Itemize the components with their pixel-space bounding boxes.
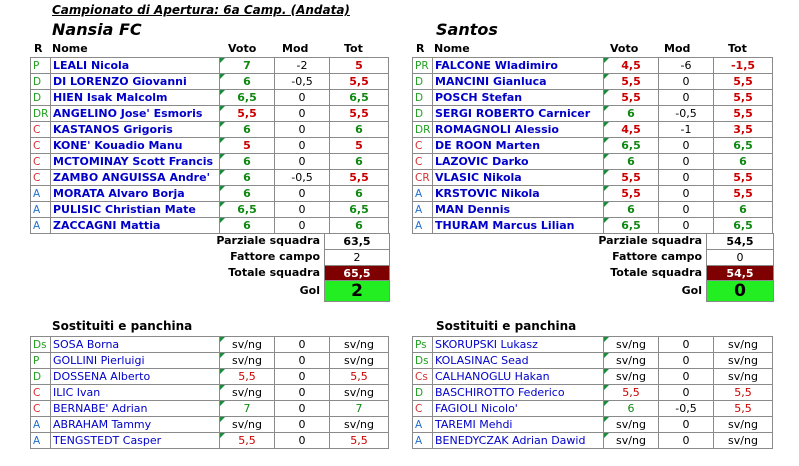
player-name: BENEDYCZAK Adrian Dawid	[433, 433, 604, 449]
player-role: C	[31, 385, 51, 401]
player-role: Ds	[31, 337, 51, 353]
starter-row	[31, 138, 389, 154]
player-voto: 6,5	[604, 218, 659, 234]
bench-row	[413, 417, 773, 433]
player-name: MCTOMINAY Scott Francis	[51, 154, 220, 170]
player-role: DR	[413, 122, 433, 138]
player-role: D	[413, 385, 433, 401]
player-role: D	[413, 106, 433, 122]
player-name: ABRAHAM Tammy	[51, 417, 220, 433]
starter-row	[413, 58, 773, 74]
player-role: C	[31, 401, 51, 417]
player-mod: -1	[659, 122, 714, 138]
totale-value-home: 65,5	[324, 265, 390, 282]
col-role-header: R	[34, 42, 43, 55]
player-voto: 4,5	[604, 58, 659, 74]
player-tot: 6	[714, 154, 773, 170]
player-voto: 4,5	[604, 122, 659, 138]
starter-row	[31, 58, 389, 74]
player-mod: 0	[659, 74, 714, 90]
player-role: C	[31, 138, 51, 154]
bench-row	[413, 401, 773, 417]
player-tot: sv/ng	[330, 337, 389, 353]
fattore-value-home: 2	[324, 249, 390, 266]
player-voto: 6	[220, 74, 275, 90]
player-role: C	[413, 401, 433, 417]
player-voto: sv/ng	[220, 417, 275, 433]
player-role: A	[413, 202, 433, 218]
player-name: DI LORENZO Giovanni	[51, 74, 220, 90]
player-name: FAGIOLI Nicolo'	[433, 401, 604, 417]
page-title: Campionato di Apertura: 6a Camp. (Andata)	[52, 3, 350, 17]
col-tot-header: Tot	[344, 42, 363, 55]
player-name: VLASIC Nikola	[433, 170, 604, 186]
player-tot: sv/ng	[330, 353, 389, 369]
player-role: D	[31, 369, 51, 385]
player-name: KASTANOS Grigoris	[51, 122, 220, 138]
starter-row	[413, 106, 773, 122]
col-mod-header: Mod	[282, 42, 309, 55]
player-voto: sv/ng	[604, 369, 659, 385]
player-mod: 0	[275, 218, 330, 234]
starters-table-away	[412, 57, 773, 234]
fattore-label-away: Fattore campo	[612, 250, 702, 263]
player-role: D	[31, 90, 51, 106]
player-tot: sv/ng	[330, 417, 389, 433]
player-voto: 7	[220, 401, 275, 417]
player-name: POSCH Stefan	[433, 90, 604, 106]
player-mod: 0	[275, 385, 330, 401]
player-tot: sv/ng	[714, 353, 773, 369]
player-voto: 6	[604, 106, 659, 122]
player-mod: 0	[659, 417, 714, 433]
player-name: PULISIC Christian Mate	[51, 202, 220, 218]
player-role: A	[31, 433, 51, 449]
player-role: P	[31, 353, 51, 369]
player-name: SOSA Borna	[51, 337, 220, 353]
column-header-home	[30, 42, 390, 56]
player-voto: 6,5	[220, 202, 275, 218]
player-name: MORATA Alvaro Borja	[51, 186, 220, 202]
player-voto: 6	[220, 186, 275, 202]
player-tot: sv/ng	[330, 385, 389, 401]
player-mod: -0,5	[659, 106, 714, 122]
player-role: A	[413, 433, 433, 449]
player-role: Ds	[413, 353, 433, 369]
player-role: P	[31, 58, 51, 74]
player-voto: 5	[220, 138, 275, 154]
player-mod: 0	[659, 218, 714, 234]
player-voto: 6	[604, 154, 659, 170]
player-mod: 0	[275, 337, 330, 353]
player-tot: sv/ng	[714, 433, 773, 449]
player-name: KRSTOVIC Nikola	[433, 186, 604, 202]
player-voto: sv/ng	[604, 433, 659, 449]
bench-row	[31, 337, 389, 353]
player-role: PR	[413, 58, 433, 74]
player-tot: 5	[330, 138, 389, 154]
player-role: A	[31, 186, 51, 202]
player-voto: sv/ng	[604, 337, 659, 353]
player-name: KONE' Kouadio Manu	[51, 138, 220, 154]
player-tot: sv/ng	[714, 417, 773, 433]
totale-label-home: Totale squadra	[228, 266, 320, 279]
player-voto: 5,5	[220, 433, 275, 449]
player-tot: 5,5	[330, 170, 389, 186]
gol-label-home: Gol	[299, 284, 320, 297]
player-name: SKORUPSKI Lukasz	[433, 337, 604, 353]
starter-row	[31, 186, 389, 202]
player-mod: 0	[659, 138, 714, 154]
player-tot: 5,5	[714, 90, 773, 106]
gol-value-away: 0	[706, 280, 774, 302]
starter-row	[413, 122, 773, 138]
player-voto: sv/ng	[604, 417, 659, 433]
starter-row	[413, 138, 773, 154]
starter-row	[413, 170, 773, 186]
player-mod: 0	[659, 385, 714, 401]
player-mod: 0	[659, 202, 714, 218]
player-tot: 6,5	[330, 202, 389, 218]
player-role: A	[413, 218, 433, 234]
player-mod: -0,5	[275, 74, 330, 90]
player-role: A	[31, 417, 51, 433]
player-mod: 0	[659, 154, 714, 170]
player-name: LAZOVIC Darko	[433, 154, 604, 170]
player-voto: 5,5	[604, 385, 659, 401]
player-tot: 5	[330, 58, 389, 74]
player-mod: 0	[275, 401, 330, 417]
player-mod: 0	[275, 202, 330, 218]
starter-row	[31, 122, 389, 138]
starter-row	[413, 218, 773, 234]
player-voto: 6	[604, 202, 659, 218]
player-tot: 6	[330, 154, 389, 170]
starter-row	[31, 170, 389, 186]
starter-row	[31, 90, 389, 106]
player-tot: 3,5	[714, 122, 773, 138]
player-voto: sv/ng	[220, 385, 275, 401]
player-voto: 5,5	[220, 369, 275, 385]
col-mod-header: Mod	[664, 42, 691, 55]
player-voto: 6,5	[604, 138, 659, 154]
player-tot: 6,5	[330, 90, 389, 106]
starter-row	[31, 202, 389, 218]
starter-row	[31, 74, 389, 90]
player-mod: 0	[275, 417, 330, 433]
player-name: TAREMI Mehdi	[433, 417, 604, 433]
player-voto: 6	[220, 154, 275, 170]
bench-row	[413, 385, 773, 401]
col-voto-header: Voto	[610, 42, 639, 55]
starter-row	[413, 154, 773, 170]
team-name-away: Santos	[436, 20, 498, 39]
player-voto: 5,5	[604, 74, 659, 90]
player-name: SERGI ROBERTO Carnicer	[433, 106, 604, 122]
player-tot: 5,5	[714, 74, 773, 90]
starter-row	[31, 154, 389, 170]
bench-row	[31, 433, 389, 449]
col-name-header: Nome	[52, 42, 88, 55]
starter-row	[413, 202, 773, 218]
player-name: ANGELINO Jose' Esmoris	[51, 106, 220, 122]
player-role: D	[31, 74, 51, 90]
player-name: TENGSTEDT Casper	[51, 433, 220, 449]
starter-row	[413, 74, 773, 90]
player-name: DOSSENA Alberto	[51, 369, 220, 385]
bench-row	[413, 337, 773, 353]
starter-row	[413, 186, 773, 202]
parziale-value-home: 63,5	[324, 233, 390, 250]
bench-table-home	[30, 336, 389, 449]
player-role: C	[413, 154, 433, 170]
player-name: LEALI Nicola	[51, 58, 220, 74]
player-tot: 6,5	[714, 138, 773, 154]
player-mod: 0	[275, 433, 330, 449]
starter-row	[413, 90, 773, 106]
player-name: THURAM Marcus Lilian	[433, 218, 604, 234]
player-voto: sv/ng	[220, 353, 275, 369]
player-voto: 5,5	[604, 186, 659, 202]
starters-table-home	[30, 57, 389, 234]
player-name: ZACCAGNI Mattia	[51, 218, 220, 234]
col-voto-header: Voto	[228, 42, 257, 55]
player-mod: -2	[275, 58, 330, 74]
player-mod: 0	[275, 369, 330, 385]
player-tot: 6	[330, 218, 389, 234]
player-tot: -1,5	[714, 58, 773, 74]
player-mod: 0	[275, 122, 330, 138]
player-mod: 0	[275, 353, 330, 369]
player-name: BERNABE' Adrian	[51, 401, 220, 417]
col-role-header: R	[416, 42, 425, 55]
player-tot: 5,5	[714, 106, 773, 122]
col-name-header: Nome	[434, 42, 470, 55]
bench-row	[31, 385, 389, 401]
player-role: A	[413, 186, 433, 202]
player-name: ROMAGNOLI Alessio	[433, 122, 604, 138]
player-tot: 6	[330, 186, 389, 202]
player-name: BASCHIROTTO Federico	[433, 385, 604, 401]
bench-table-away	[412, 336, 773, 449]
player-role: A	[413, 417, 433, 433]
player-tot: sv/ng	[714, 369, 773, 385]
player-role: Ps	[413, 337, 433, 353]
player-name: MAN Dennis	[433, 202, 604, 218]
player-tot: 5,5	[714, 170, 773, 186]
team-name-home: Nansia FC	[52, 20, 142, 39]
player-mod: 0	[275, 154, 330, 170]
player-mod: 0	[275, 90, 330, 106]
column-header-away	[412, 42, 772, 56]
parziale-label-home: Parziale squadra	[216, 234, 320, 247]
player-role: CR	[413, 170, 433, 186]
player-mod: 0	[275, 138, 330, 154]
gol-value-home: 2	[324, 280, 390, 302]
player-voto: 5,5	[604, 170, 659, 186]
player-role: A	[31, 202, 51, 218]
player-voto: 5,5	[220, 106, 275, 122]
player-mod: 0	[659, 353, 714, 369]
col-tot-header: Tot	[728, 42, 747, 55]
bench-row	[31, 369, 389, 385]
player-role: A	[31, 218, 51, 234]
player-role: D	[413, 74, 433, 90]
player-mod: 0	[659, 369, 714, 385]
player-tot: 5,5	[330, 106, 389, 122]
player-role: Cs	[413, 369, 433, 385]
parziale-value-away: 54,5	[706, 233, 774, 250]
player-mod: 0	[659, 186, 714, 202]
player-mod: -0,5	[659, 401, 714, 417]
player-mod: 0	[659, 170, 714, 186]
player-role: C	[413, 138, 433, 154]
player-voto: 6,5	[220, 90, 275, 106]
player-name: ILIC Ivan	[51, 385, 220, 401]
bench-row	[413, 369, 773, 385]
bench-row	[413, 433, 773, 449]
player-voto: 7	[220, 58, 275, 74]
player-tot: 6,5	[714, 218, 773, 234]
player-mod: -6	[659, 58, 714, 74]
bench-row	[31, 417, 389, 433]
player-mod: 0	[275, 186, 330, 202]
player-role: C	[31, 170, 51, 186]
totale-value-away: 54,5	[706, 265, 774, 282]
player-role: D	[413, 90, 433, 106]
bench-row	[31, 401, 389, 417]
starter-row	[31, 106, 389, 122]
player-voto: 5,5	[604, 90, 659, 106]
player-voto: 6	[220, 122, 275, 138]
player-tot: 5,5	[330, 74, 389, 90]
player-voto: 6	[220, 218, 275, 234]
player-name: FALCONE Wladimiro	[433, 58, 604, 74]
player-tot: 5,5	[714, 401, 773, 417]
player-tot: 5,5	[714, 385, 773, 401]
fattore-label-home: Fattore campo	[230, 250, 320, 263]
player-name: HIEN Isak Malcolm	[51, 90, 220, 106]
player-mod: 0	[659, 433, 714, 449]
player-name: KOLASINAC Sead	[433, 353, 604, 369]
player-voto: 6	[220, 170, 275, 186]
player-mod: 0	[275, 106, 330, 122]
bench-row	[31, 353, 389, 369]
player-name: DE ROON Marten	[433, 138, 604, 154]
parziale-label-away: Parziale squadra	[598, 234, 702, 247]
player-tot: 5,5	[330, 433, 389, 449]
fattore-value-away: 0	[706, 249, 774, 266]
player-name: CALHANOGLU Hakan	[433, 369, 604, 385]
player-mod: 0	[659, 337, 714, 353]
player-tot: 5,5	[714, 186, 773, 202]
player-tot: sv/ng	[714, 337, 773, 353]
totale-label-away: Totale squadra	[610, 266, 702, 279]
player-role: DR	[31, 106, 51, 122]
player-role: C	[31, 122, 51, 138]
player-tot: 6	[714, 202, 773, 218]
gol-label-away: Gol	[681, 284, 702, 297]
player-name: ZAMBO ANGUISSA Andre'	[51, 170, 220, 186]
player-tot: 7	[330, 401, 389, 417]
bench-row	[413, 353, 773, 369]
player-name: GOLLINI Pierluigi	[51, 353, 220, 369]
player-voto: sv/ng	[220, 337, 275, 353]
player-tot: 6	[330, 122, 389, 138]
player-role: C	[31, 154, 51, 170]
player-voto: 6	[604, 401, 659, 417]
player-name: MANCINI Gianluca	[433, 74, 604, 90]
bench-title-home: Sostituiti e panchina	[52, 319, 193, 333]
player-mod: 0	[659, 90, 714, 106]
bench-title-away: Sostituiti e panchina	[436, 319, 577, 333]
player-mod: -0,5	[275, 170, 330, 186]
starter-row	[31, 218, 389, 234]
player-voto: sv/ng	[604, 353, 659, 369]
player-tot: 5,5	[330, 369, 389, 385]
